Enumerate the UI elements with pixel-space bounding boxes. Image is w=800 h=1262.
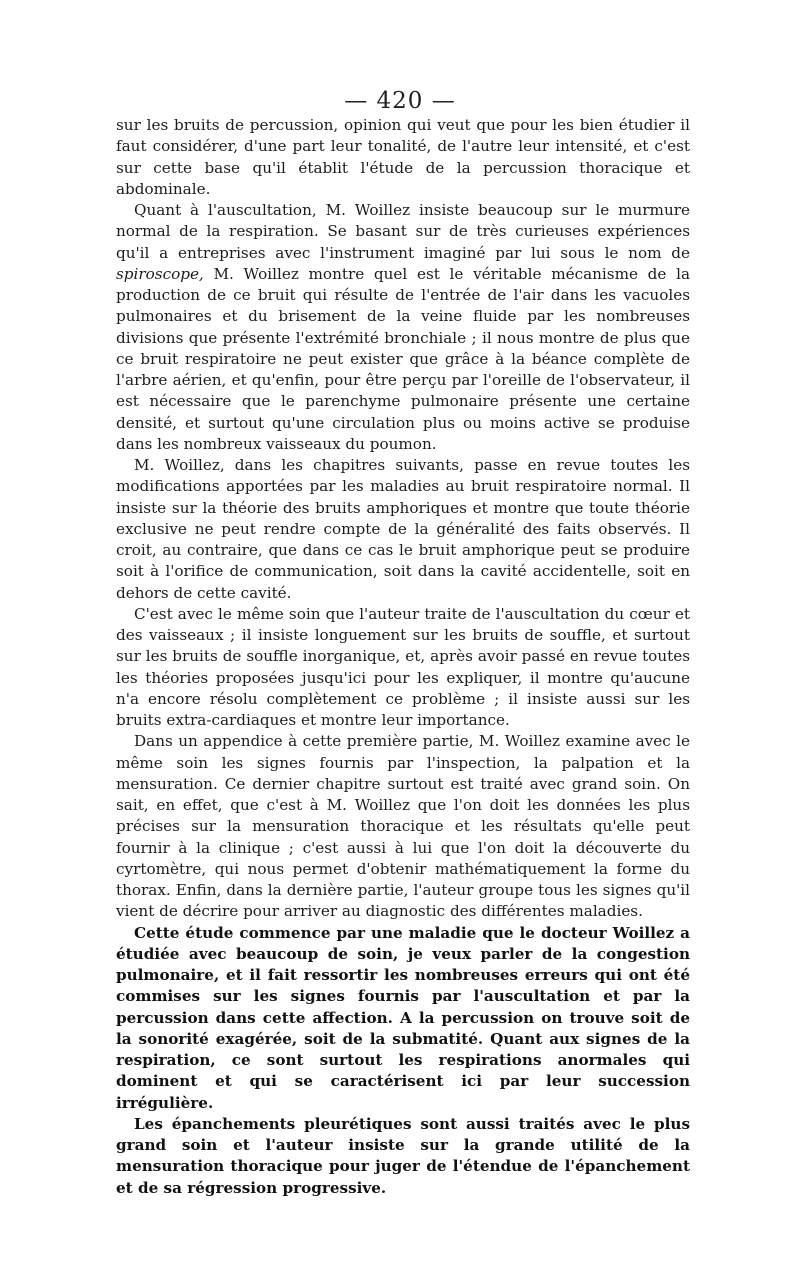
paragraph-chapters: M. Woillez, dans les chapitres suivants, passe en revue toutes les modifications apportées par les maladies au bruit respiratoire normal. Il insiste sur la théorie des bruits amphoriques et montre que toute théorie exclusive ne peut rendre compte de la généralité des faits observés. Il croit, au contraire, que dans ce cas le bruit amphorique peut se produire soit à l'orifice de communication, soit dans la cavité accidentelle, soit en dehors de cette cavité.: [116, 456, 690, 602]
paragraph-percussion: sur les bruits de percussion, opinion qui veut que pour les bien étudier il faut considérer, d'une part leur tonalité, de l'autre leur intensité, et c'est sur cette base qu'il établit l'étude de la percussion thoracique et abdominale.: [116, 116, 690, 198]
paragraph-congestion: Cette étude commence par une maladie que le docteur Woillez a étudiée avec beaucoup de soin, je veux parler de la congestion pulmonaire, et il fait ressortir les nombreuses erreurs qui ont été commises sur les signes fournis par l'auscultation et par la percussion dans cette affection. A la percussion on trouve soit de la sonorité exagérée, soit de la submatité. Quant aux signes de la respiration, ce sont surtout les respirations anormales qui dominent et qui se caractérisent ici par leur succession irrégulière.: [116, 923, 690, 1112]
paragraph-pleural: Les épanchements pleurétiques sont aussi traités avec le plus grand soin et l'auteur insiste sur la grande utilité de la mensuration thoracique pour juger de l'étendue de l'épanchement et de sa régression progressive.: [116, 1114, 690, 1197]
spiroscope-term: spiroscope,: [116, 264, 204, 283]
paragraph-auscultation: [116, 200, 690, 455]
paragraph-auscultation-start: Quant à l'auscultation, M. Woillez insiste beaucoup sur le murmure normal de la respiration. Se basant sur de très curieuses expériences qu'il a entreprises avec l'instrument imaginé par lui sous le nom de: [116, 201, 690, 262]
paragraph-appendix: Dans un appendice à cette première partie, M. Woillez examine avec le même soin les signes fournis par l'inspection, la palpation et la mensuration. Ce dernier chapitre surtout est traité avec grand soin. On sait, en effet, que c'est à M. Woillez que l'on doit les données les plus précises sur la mensuration thoracique et les résultats qu'elle peut fournir à la clinique ; c'est aussi à lui que l'on doit la découverte du cyrtomètre, qui nous permet d'obtenir mathématiquement la forme du thorax. Enfin, dans la dernière partie, l'auteur groupe tous les signes qu'il vient de décrire pour arriver au diagnostic des différentes maladies.: [116, 732, 690, 921]
paragraph-auscultation-end: M. Woillez montre quel est le véritable mécanisme de la production de ce bruit qui résulte de l'entrée de l'air dans les vacuoles pulmonaires et du brisement de la veine fluide par les nombreuses divisions que présente l'extrémité bronchiale ; il nous montre de plus que ce bruit respiratoire ne peut exister que grâce à la béance complète de l'arbre aérien, et qu'enfin, pour être perçu par l'oreille de l'observateur, il est nécessaire que le parenchyme pulmonaire présente une certaine densité, et surtout qu'une circulation plus ou moins active se produise dans les nombreux vaisseaux du poumon.: [116, 264, 690, 453]
page-number: — 420 —: [344, 88, 456, 114]
paragraph-heart: C'est avec le même soin que l'auteur traite de l'auscultation du cœur et des vaisseaux ; il insiste longuement sur les bruits de souffle, et surtout sur les bruits de souffle inorganique, et, après avoir passé en revue toutes les théories proposées jusqu'ici pour les expliquer, il montre qu'aucune n'a encore résolu complètement ce problème ; il insiste aussi sur les bruits extra-cardiaques et montre leur importance.: [116, 604, 690, 729]
body-text: [116, 115, 690, 1199]
